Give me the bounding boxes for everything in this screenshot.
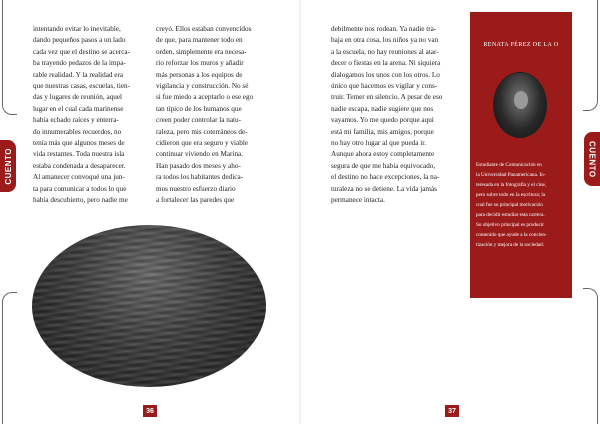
text-line: creen poder controlar la natu- bbox=[156, 116, 242, 125]
text-line: ta para comunicar a todos lo que bbox=[33, 184, 127, 193]
text-line: cidieron que era seguro y viable bbox=[156, 139, 249, 148]
text-line: orden, simplemente era necesa- bbox=[156, 47, 247, 56]
page-number-right: 37 bbox=[445, 405, 459, 417]
text-line: vigilancia y construcción. No sé bbox=[156, 82, 249, 91]
bio-line: Su objetivo principal es producir bbox=[476, 222, 544, 228]
text-line: decer o fiestas en la arena. Ni siquiera bbox=[331, 59, 441, 68]
bio-line: pero sobre todo en la escritura; la bbox=[476, 192, 546, 198]
text-line: a la escuela, no hay reuniones al atar- bbox=[331, 47, 439, 56]
bio-line: la Universidad Panamericana. In- bbox=[476, 172, 546, 178]
text-line: único que hacemos es vigilar y cons- bbox=[331, 82, 438, 91]
text-line: rio reforzar los muros y añadir bbox=[156, 59, 244, 68]
text-line: Al amanecer convoqué una jun- bbox=[33, 173, 125, 182]
text-line: más personas a los equipos de bbox=[156, 70, 243, 79]
author-face bbox=[514, 91, 528, 109]
left-edge-curve-bottom bbox=[2, 292, 17, 307]
text-line: rable realidad. Y la realidad era bbox=[33, 70, 124, 79]
right-edge-curve-top bbox=[583, 96, 598, 111]
text-line: tan típico de los humanos que bbox=[156, 104, 242, 113]
text-line: si fue miedo a aceptarlo o ese ego bbox=[156, 93, 254, 102]
story-column-3 bbox=[331, 24, 461, 207]
text-line: estaba condenada a desaparecer. bbox=[33, 161, 126, 170]
bio-line: Estudiante de Comunicación en bbox=[476, 162, 542, 168]
text-line: dialogamos los unos con los otros. Lo bbox=[331, 70, 440, 79]
bio-line: tización y mejora de la sociedad. bbox=[476, 242, 544, 248]
text-line: que nuestras casas, escuelas, tien- bbox=[33, 82, 130, 91]
text-line: intentando evitar lo inevitable, bbox=[33, 25, 121, 33]
text-line: truir. Temer en silencio. A pesar de eso bbox=[331, 93, 443, 102]
text-line: Han pasado dos meses y aho- bbox=[156, 161, 241, 170]
text-line: dando pequeños pasos a un lado bbox=[33, 36, 126, 45]
right-edge-line-bottom bbox=[597, 302, 598, 424]
text-line: permanece intacta. bbox=[331, 196, 385, 205]
author-photo bbox=[493, 72, 547, 138]
right-edge-line-top bbox=[597, 0, 598, 96]
text-line: está mi familia, mis amigos, porque bbox=[331, 127, 434, 136]
text-line: segura de que me había equivocado, bbox=[331, 161, 436, 170]
text-line: ra todos los habitantes dedica- bbox=[156, 173, 244, 182]
text-line: ba trayendo pedazos de la impa- bbox=[33, 59, 126, 68]
text-line: Aunque ahora estoy completamente bbox=[331, 150, 435, 159]
section-tab-label: CUENTO bbox=[3, 147, 13, 185]
text-line: do innumerables recuerdos, no bbox=[33, 127, 122, 136]
bio-line: cual fue su principal motivación bbox=[476, 202, 543, 208]
story-column-1 bbox=[33, 24, 147, 207]
page-number-left: 36 bbox=[143, 405, 157, 417]
bio-line: teresada en la fotografía y el cine, bbox=[476, 182, 547, 188]
section-tab-label: CUENTO bbox=[587, 140, 597, 178]
text-line: continuar viviendo en Marina. bbox=[156, 150, 244, 159]
text-line: nadie escapa, nadie sugiere que nos bbox=[331, 104, 434, 113]
text-line: lugar en el cual cada marinense bbox=[33, 104, 124, 113]
bio-line: contenido que ayude a la concien- bbox=[476, 232, 547, 238]
section-tab-right bbox=[584, 132, 600, 186]
left-edge-line-bottom bbox=[2, 306, 3, 424]
text-line: debilmente nos rodean. Ya nadie tra- bbox=[331, 25, 437, 33]
text-line: creyó. Ellos estaban convencidos bbox=[156, 25, 252, 33]
text-line: raleza, pero mis coterráneos de- bbox=[156, 127, 248, 136]
story-column-2 bbox=[156, 24, 272, 207]
text-line: baja en otra cosa, los niños ya no van bbox=[331, 36, 439, 45]
text-line: vayamos. Yo me quedo porque aquí bbox=[331, 116, 434, 125]
text-line: vida restantes. Toda nuestra isla bbox=[33, 150, 125, 159]
ocean-waves-image bbox=[32, 225, 266, 387]
bio-line: para decidir estudiar esta carrera. bbox=[476, 212, 545, 218]
left-edge-curve-top bbox=[2, 100, 17, 115]
text-line: das y lugares de reunión, aquel bbox=[33, 93, 123, 102]
text-line: cada vez que el destino se acerca- bbox=[33, 47, 130, 56]
text-line: turaleza no se detiene. La vida jamás bbox=[331, 184, 437, 193]
author-bio bbox=[476, 160, 566, 250]
gutter bbox=[299, 0, 301, 424]
text-line: había echado raíces y enterra- bbox=[33, 116, 119, 125]
text-line: el destino no hace excepciones, la na- bbox=[331, 173, 440, 182]
author-sidebar bbox=[470, 12, 572, 298]
right-edge-curve-bottom bbox=[583, 288, 598, 303]
author-name: RENATA PÉREZ DE LA O bbox=[483, 42, 559, 48]
text-line: mos nuestro esfuerzo diario bbox=[156, 184, 236, 193]
text-line: de que, para mantener todo en bbox=[156, 36, 243, 45]
text-line: tenía más que algunos meses de bbox=[33, 139, 125, 148]
text-line: había descubierto, pero nadie me bbox=[33, 196, 128, 205]
left-edge-line-top bbox=[2, 0, 3, 100]
text-line: a fortalecer las paredes que bbox=[156, 196, 235, 205]
section-tab-left bbox=[0, 140, 16, 192]
text-line: no hay otro lugar al que pueda ir. bbox=[331, 139, 427, 148]
